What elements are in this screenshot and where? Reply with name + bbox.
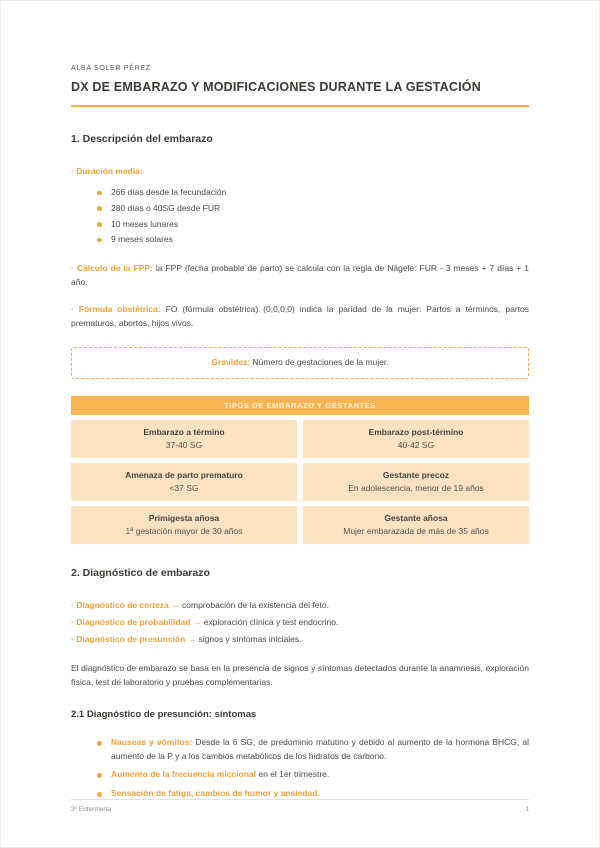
table-cell <box>71 463 297 501</box>
table-cell <box>303 506 529 544</box>
list-item <box>97 232 529 248</box>
diagnostic-text: signos y síntomas iniciales. <box>198 633 302 644</box>
table-cell <box>71 420 297 458</box>
symptom-text: en el 1er trimestre. <box>258 769 330 780</box>
symptom-label: Sensación de fatiga, cambios de humor y ansiedad. <box>111 788 320 799</box>
diagnostic-label: · Diagnóstico de probabilidad → <box>71 616 202 627</box>
cell-title: Primigesta añosa <box>148 513 220 524</box>
table-cell <box>303 463 529 501</box>
symptom-label: Nauseas y vómitos: <box>111 737 193 748</box>
page-footer <box>71 799 529 813</box>
title-divider <box>71 105 529 107</box>
table-cell <box>71 506 297 544</box>
diagnostic-line <box>71 599 529 613</box>
footer-course: 3º Enfermería <box>71 806 111 813</box>
duration-label: · Duración media: <box>71 166 143 176</box>
gravidez-callout <box>71 347 529 379</box>
author-name: ALBA SOLER PÉREZ <box>71 65 151 72</box>
diagnostic-label: · Diagnóstico de presunción → <box>71 633 197 644</box>
fpp-text: la FPP (fecha probable de parto) se calcula con la regla de Nägele: FUR - 3 meses + 7 días + 1 año. <box>71 263 529 287</box>
gravidez-text: Número de gestaciones de la mujer. <box>252 357 389 368</box>
gravidez-label: Gravidez: <box>211 357 251 368</box>
bullet-icon <box>97 222 102 227</box>
fpp-label: · Cálculo de la FPP: <box>71 263 153 274</box>
types-table <box>71 396 529 544</box>
cell-subtitle: Mujer embarazada de más de 35 años <box>343 526 489 537</box>
diagnostic-line <box>71 616 529 630</box>
bullet-icon <box>97 238 102 243</box>
list-item-text: 10 meses lunares <box>111 218 179 229</box>
diagnostic-label: · Diagnóstico de certeza → <box>71 600 180 611</box>
list-item <box>97 768 529 782</box>
footer-page-number: 1 <box>525 806 529 813</box>
diagnostic-text: comprobación de la existencia del feto. <box>182 600 329 611</box>
cell-subtitle: 40-42 SG <box>397 440 435 451</box>
cell-subtitle: 1ª gestación mayor de 30 años <box>125 526 243 537</box>
duration-list <box>71 185 529 248</box>
cell-title: Gestante precoz <box>382 470 450 481</box>
table-header: TIPOS DE EMBARAZO Y GESTANTES <box>71 396 529 415</box>
bullet-icon <box>97 773 102 778</box>
list-item <box>97 217 529 233</box>
cell-subtitle: En adolescencia, menor de 19 años <box>348 483 484 494</box>
fpp-paragraph <box>71 262 529 289</box>
cell-subtitle: 37-40 SG <box>165 440 203 451</box>
table-grid <box>71 420 529 544</box>
list-item-text: 266 días desde la fecundación <box>111 187 227 198</box>
cell-title: Embarazo post-término <box>368 427 464 438</box>
fo-paragraph <box>71 303 529 330</box>
duration-label-line <box>71 165 529 178</box>
bullet-icon <box>97 741 102 746</box>
bullet-icon <box>97 206 102 211</box>
section-2-heading: 2. Diagnóstico de embarazo <box>71 567 210 580</box>
section-2 <box>71 567 529 800</box>
symptom-text: Desde la 6 SG, de predominio matutino y debido al aumento de la hormona BHCG, al aumento de la P y a los cambios metabólicos de los hidratos de carbono. <box>111 737 529 761</box>
cell-title: Amenaza de parto prematuro <box>125 470 243 481</box>
bullet-icon <box>97 191 102 196</box>
cell-title: Embarazo a término <box>143 427 225 438</box>
symptom-list <box>71 736 529 800</box>
diagnostic-types <box>71 599 529 646</box>
cell-title: Gestante añosa <box>384 513 448 524</box>
page-title: DX DE EMBARAZO Y MODIFICACIONES DURANTE LA GESTACIÓN <box>71 80 481 94</box>
section-1-heading: 1. Descripción del embarazo <box>71 133 213 145</box>
section-2-1-heading: 2.1 Diagnóstico de presunción: síntomas <box>71 709 257 721</box>
cell-subtitle: <37 SG <box>169 483 199 494</box>
diagnostic-line <box>71 633 529 647</box>
fo-label: · Fórmula obstétrica: <box>71 304 161 315</box>
list-item-text: 9 meses solares <box>111 234 173 245</box>
list-item <box>97 201 529 217</box>
fo-text: FO (fórmula obstétrica) (0,0,0,0) indica la paridad de la mujer: Partos a términos, partos prematuros, abortos, hijos vivos. <box>71 304 529 328</box>
bullet-icon <box>97 792 102 797</box>
list-item <box>97 736 529 763</box>
symptom-label: Aumento de la frecuencia miccional <box>111 769 257 780</box>
diagnosis-paragraph: El diagnóstico de embarazo se basa en la presencia de signos y síntomas detectados durante la anamnesis, exploración física, test de laboratorio y pruebas complementarias. <box>71 663 529 687</box>
table-cell <box>303 420 529 458</box>
diagnostic-text: exploración clínica y test endocrino. <box>203 616 339 627</box>
list-item-text: 280 días o 40SG desde FUR <box>111 202 221 213</box>
list-item <box>97 185 529 201</box>
